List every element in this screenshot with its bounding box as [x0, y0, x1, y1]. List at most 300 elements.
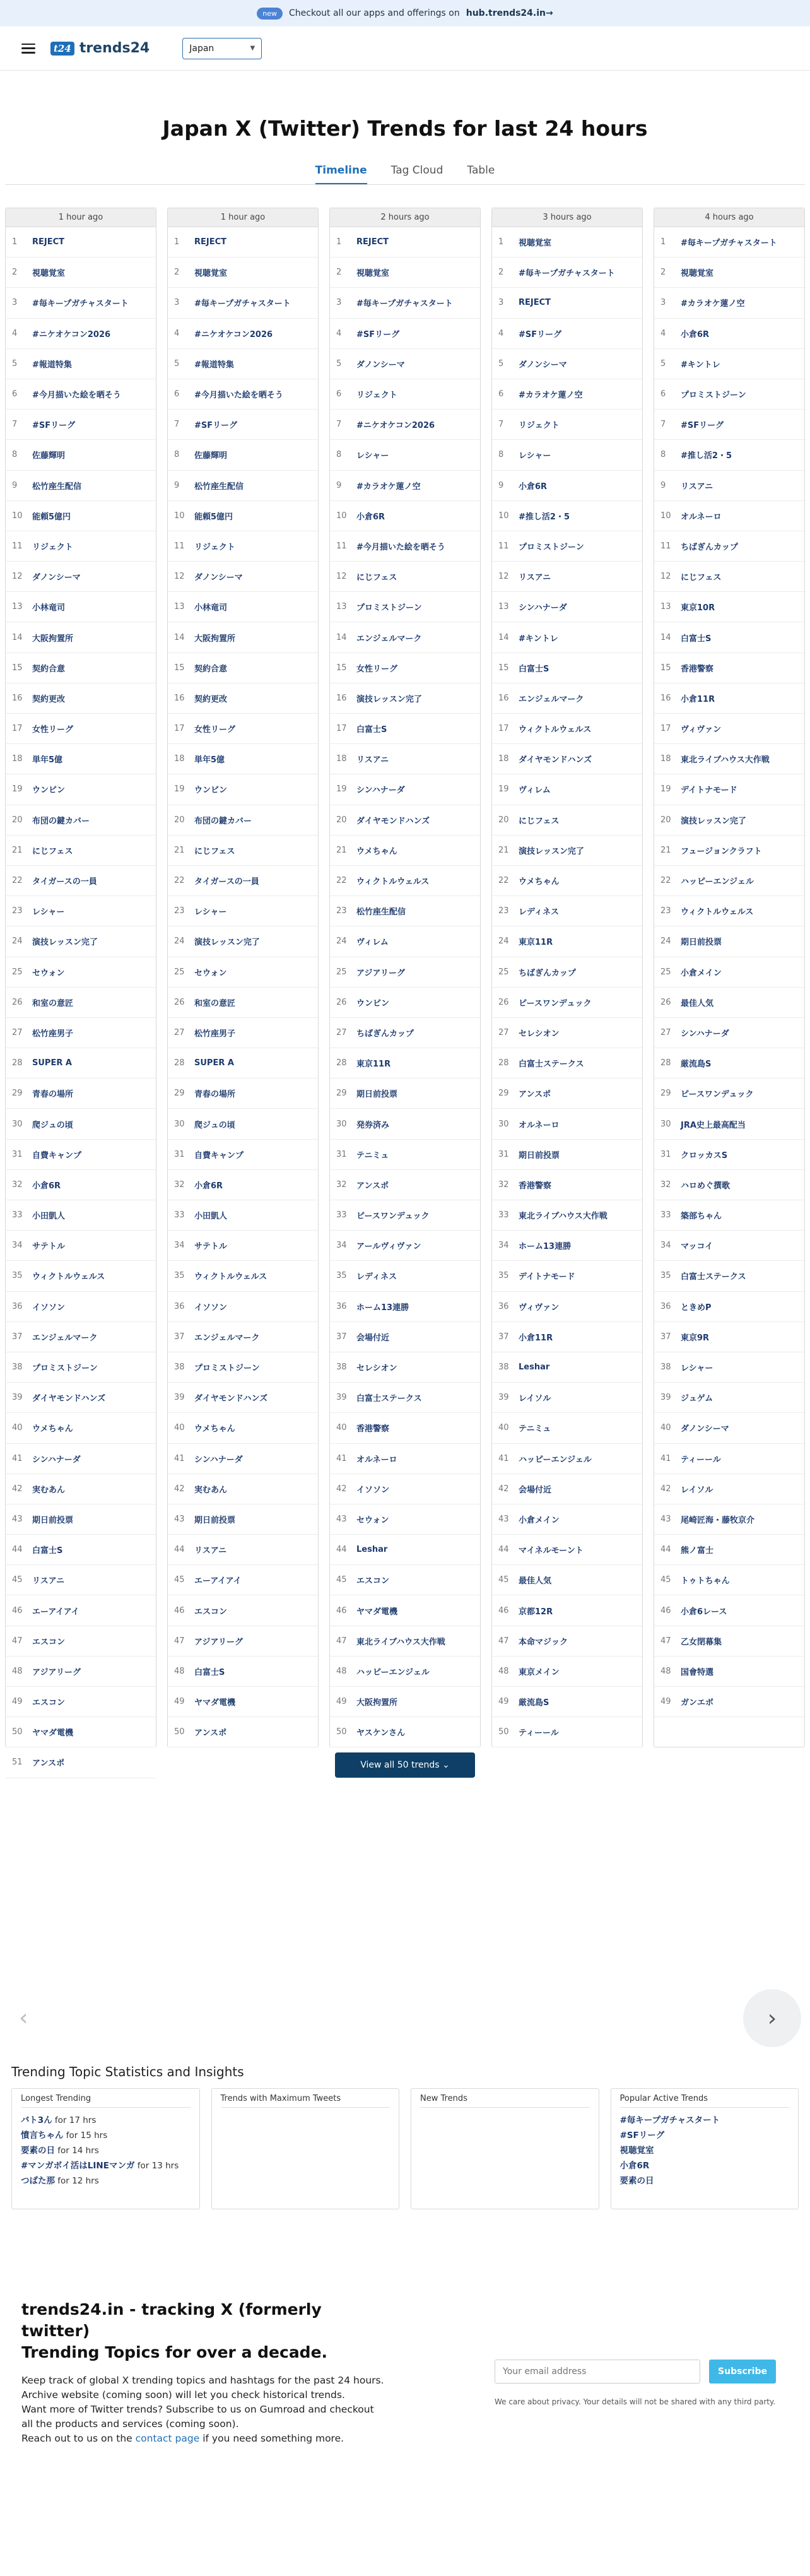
- trend-item[interactable]: [168, 592, 318, 622]
- trend-name[interactable]: 香港警察: [681, 664, 714, 674]
- trend-item[interactable]: [330, 288, 480, 318]
- trend-name[interactable]: 小倉11R: [519, 1333, 553, 1343]
- trend-name[interactable]: イソソン: [194, 1303, 228, 1313]
- trend-name[interactable]: 小倉メイン: [681, 968, 722, 978]
- trend-name[interactable]: トゥトちゃん: [681, 1576, 730, 1586]
- trend-item[interactable]: [492, 227, 642, 257]
- trend-name[interactable]: 女性リーグ: [32, 725, 74, 735]
- trend-item[interactable]: [6, 1626, 156, 1657]
- trend-name[interactable]: リスアニ: [681, 482, 713, 492]
- trend-item[interactable]: [168, 1261, 318, 1291]
- trend-name[interactable]: ダイヤモンドハンズ: [356, 816, 430, 826]
- trend-item[interactable]: [6, 714, 156, 744]
- trend-name[interactable]: レシャー: [194, 907, 227, 918]
- trend-name[interactable]: レシャー: [356, 451, 389, 461]
- trend-item[interactable]: [168, 1657, 318, 1687]
- trend-item[interactable]: [168, 1383, 318, 1413]
- trend-item[interactable]: [492, 714, 642, 744]
- trend-item[interactable]: [6, 1657, 156, 1687]
- trend-item[interactable]: [330, 1626, 480, 1657]
- trend-item[interactable]: [654, 1140, 804, 1170]
- trend-name[interactable]: ウィクトルウェルス: [356, 877, 430, 887]
- trend-item[interactable]: [654, 1657, 804, 1687]
- trend-name[interactable]: 小田凱人: [32, 1212, 66, 1222]
- trend-item[interactable]: [168, 1109, 318, 1139]
- trend-name[interactable]: 白富士ステークス: [519, 1060, 584, 1070]
- trend-name[interactable]: 視聴覚室: [356, 269, 390, 279]
- trend-name[interactable]: ハッピーエンジェル: [681, 877, 754, 887]
- trend-item[interactable]: [654, 957, 804, 988]
- trend-name[interactable]: 演技レッスン完了: [681, 816, 746, 826]
- trend-name[interactable]: サテトル: [32, 1242, 66, 1252]
- trend-name[interactable]: エスコン: [356, 1576, 390, 1586]
- trend-item[interactable]: [330, 257, 480, 288]
- trend-item[interactable]: [6, 683, 156, 714]
- trend-item[interactable]: [6, 1474, 156, 1504]
- trend-name[interactable]: 白富士S: [32, 1546, 63, 1556]
- trend-item[interactable]: [492, 1595, 642, 1626]
- trend-name[interactable]: プロミストジーン: [194, 1364, 260, 1374]
- trend-name[interactable]: ウィクトルウェルス: [519, 725, 592, 735]
- trend-name[interactable]: マイネルモーント: [519, 1546, 584, 1556]
- trend-name[interactable]: アールヴィヴァン: [356, 1242, 421, 1252]
- trend-name[interactable]: ウメちゃん: [356, 846, 397, 856]
- trend-item[interactable]: [330, 1535, 480, 1565]
- trend-name[interactable]: 白富士S: [519, 664, 549, 674]
- trend-name[interactable]: レイソル: [519, 1394, 551, 1404]
- trend-item[interactable]: [492, 653, 642, 683]
- trend-name[interactable]: アンスポ: [32, 1759, 65, 1769]
- trend-item[interactable]: [6, 288, 156, 318]
- trend-item[interactable]: [6, 1048, 156, 1078]
- trend-name[interactable]: シンハナーダ: [194, 1455, 243, 1465]
- trend-name[interactable]: 青春の場所: [32, 1090, 74, 1100]
- trend-item[interactable]: [330, 836, 480, 866]
- trend-item[interactable]: [330, 319, 480, 349]
- trend-name[interactable]: にじフェス: [194, 846, 235, 856]
- trend-name[interactable]: ヤマダ電機: [194, 1698, 236, 1708]
- trend-name[interactable]: リジェクト: [519, 421, 560, 431]
- trend-name[interactable]: 小倉6R: [619, 2161, 650, 2171]
- trend-name[interactable]: エンジェルマーク: [194, 1333, 260, 1343]
- trend-name[interactable]: ヴィヴァン: [519, 1303, 560, 1313]
- trend-name[interactable]: 視聴覚室: [32, 269, 66, 279]
- trend-name[interactable]: 小倉6R: [681, 329, 710, 340]
- trend-item[interactable]: [330, 349, 480, 379]
- trend-item[interactable]: [168, 349, 318, 379]
- trend-name[interactable]: 東北ライブハウス大作戦: [356, 1637, 445, 1647]
- trend-item[interactable]: [168, 501, 318, 531]
- trend-item[interactable]: [330, 957, 480, 988]
- prev-arrow-icon[interactable]: ‹: [19, 2005, 28, 2031]
- trend-item[interactable]: [330, 1657, 480, 1687]
- trend-name[interactable]: 京都12R: [519, 1607, 553, 1617]
- trend-item[interactable]: [168, 1048, 318, 1078]
- trend-item[interactable]: [6, 1595, 156, 1626]
- trend-name[interactable]: 本命マジック: [519, 1637, 568, 1647]
- trend-name[interactable]: バト3ん: [21, 2115, 52, 2125]
- trend-name[interactable]: セレシオン: [519, 1029, 560, 1039]
- trend-item[interactable]: [330, 379, 480, 410]
- trend-name[interactable]: ウンビン: [32, 786, 66, 796]
- trend-item[interactable]: [6, 501, 156, 531]
- trend-item[interactable]: [654, 410, 804, 440]
- trend-name[interactable]: 布団の鍵カバー: [194, 816, 252, 826]
- trend-name[interactable]: ヤマダ電機: [32, 1728, 74, 1739]
- trend-name[interactable]: 白富士S: [356, 725, 387, 735]
- trend-name[interactable]: #マンガボイ活はLINEマンガ: [21, 2161, 135, 2171]
- trend-name[interactable]: ウィクトルウェルス: [681, 907, 754, 918]
- trend-name[interactable]: 期日前投票: [32, 1515, 74, 1525]
- trend-name[interactable]: ジュゲム: [681, 1394, 713, 1404]
- trend-name[interactable]: エンジェルマーク: [519, 694, 584, 704]
- trend-name[interactable]: ウンビン: [356, 998, 390, 1008]
- trend-item[interactable]: [6, 896, 156, 926]
- trend-name[interactable]: 布団の鍵カバー: [32, 816, 90, 826]
- trend-name[interactable]: プロミストジーン: [356, 603, 422, 613]
- trend-name[interactable]: ピースワンデュック: [681, 1090, 754, 1100]
- trend-item[interactable]: [6, 957, 156, 988]
- trend-item[interactable]: [6, 1231, 156, 1261]
- trend-name[interactable]: #毎キープガチャスタート: [519, 269, 615, 279]
- trend-name[interactable]: セレシオン: [356, 1364, 397, 1374]
- trend-name[interactable]: 小倉6レース: [681, 1607, 727, 1617]
- trend-name[interactable]: 最佳人気: [519, 1576, 552, 1586]
- trend-item[interactable]: [492, 1322, 642, 1352]
- trend-name[interactable]: 女性リーグ: [194, 725, 236, 735]
- trend-name[interactable]: リスアニ: [194, 1546, 227, 1556]
- trend-name[interactable]: 東北ライブハウス大作戦: [681, 755, 770, 765]
- trend-item[interactable]: [330, 562, 480, 592]
- trend-item[interactable]: [330, 1717, 480, 1747]
- trend-item[interactable]: [330, 1383, 480, 1413]
- trend-name[interactable]: ウィクトルウェルス: [194, 1272, 267, 1282]
- trend-item[interactable]: [654, 1078, 804, 1109]
- trend-name[interactable]: 築部ちゃん: [681, 1212, 722, 1222]
- subscribe-button[interactable]: Subscribe: [709, 2360, 776, 2384]
- trend-item[interactable]: [6, 1170, 156, 1200]
- trend-item[interactable]: [330, 653, 480, 683]
- trend-item[interactable]: [330, 1261, 480, 1291]
- trend-item[interactable]: [168, 1595, 318, 1626]
- trend-item[interactable]: [168, 988, 318, 1018]
- trend-item[interactable]: [6, 1413, 156, 1443]
- trend-item[interactable]: [168, 714, 318, 744]
- trend-name[interactable]: アンスポ: [519, 1090, 551, 1100]
- trend-item[interactable]: [492, 1231, 642, 1261]
- trend-name[interactable]: 大阪拘置所: [356, 1698, 398, 1708]
- trend-item[interactable]: [168, 1200, 318, 1231]
- trend-name[interactable]: #毎キープガチャスタート: [681, 239, 777, 249]
- trend-name[interactable]: 小倉11R: [681, 694, 715, 704]
- trend-item[interactable]: [330, 714, 480, 744]
- trend-name[interactable]: ダノンシーマ: [32, 573, 81, 583]
- trend-item[interactable]: [654, 471, 804, 501]
- trend-item[interactable]: [654, 1048, 804, 1078]
- trend-item[interactable]: [492, 501, 642, 531]
- trend-item[interactable]: [330, 1565, 480, 1595]
- trend-name[interactable]: 香港警察: [519, 1181, 552, 1191]
- trend-item[interactable]: [330, 1413, 480, 1443]
- trend-name[interactable]: 小倉6R: [519, 482, 548, 492]
- trend-item[interactable]: [492, 1170, 642, 1200]
- trend-name[interactable]: 契約更改: [194, 694, 228, 704]
- trend-name[interactable]: 演技レッスン完了: [519, 846, 584, 856]
- trend-name[interactable]: 小倉メイン: [519, 1515, 560, 1525]
- trend-name[interactable]: 契約合意: [194, 664, 228, 674]
- trend-name[interactable]: イソソン: [32, 1303, 66, 1313]
- trend-name[interactable]: ヴィヴァン: [681, 725, 722, 735]
- tab-tag-cloud[interactable]: Tag Cloud: [390, 164, 443, 177]
- trend-name[interactable]: 単年5億: [194, 755, 225, 765]
- trend-name[interactable]: 厳流島S: [681, 1060, 712, 1070]
- trend-item[interactable]: [654, 1261, 804, 1291]
- trend-item[interactable]: [330, 744, 480, 774]
- trend-item[interactable]: [168, 1140, 318, 1170]
- trend-item[interactable]: [6, 531, 156, 562]
- trend-name[interactable]: ちばぎんカップ: [681, 542, 738, 552]
- trend-name[interactable]: プロミストジーン: [32, 1364, 98, 1374]
- trend-name[interactable]: デイトナモード: [681, 786, 737, 796]
- trend-item[interactable]: [492, 1078, 642, 1109]
- trend-item[interactable]: [6, 866, 156, 896]
- trend-item[interactable]: [6, 622, 156, 653]
- trend-name[interactable]: 松竹座男子: [194, 1029, 236, 1039]
- trend-name[interactable]: 熊ノ富士: [681, 1546, 714, 1556]
- trend-item[interactable]: [6, 440, 156, 470]
- trend-name[interactable]: #SFリーグ: [356, 329, 400, 340]
- trend-item[interactable]: [168, 1322, 318, 1352]
- trend-item[interactable]: [654, 501, 804, 531]
- trend-item[interactable]: [168, 744, 318, 774]
- trend-name[interactable]: オルネーロ: [356, 1455, 397, 1465]
- trend-item[interactable]: [492, 1140, 642, 1170]
- trend-name[interactable]: アジアリーグ: [356, 968, 405, 978]
- trend-name[interactable]: レシャー: [681, 1364, 713, 1374]
- trend-name[interactable]: セウォン: [356, 1515, 389, 1525]
- trend-name[interactable]: 実むあん: [32, 1485, 66, 1495]
- trend-item[interactable]: [168, 1504, 318, 1535]
- trend-name[interactable]: ダイヤモンドハンズ: [194, 1394, 268, 1404]
- trend-name[interactable]: にじフェス: [356, 573, 397, 583]
- trend-item[interactable]: [168, 653, 318, 683]
- trend-item[interactable]: [492, 1413, 642, 1443]
- trend-item[interactable]: [654, 988, 804, 1018]
- trend-name[interactable]: にじフェス: [32, 846, 73, 856]
- trend-name[interactable]: 小倉6R: [194, 1181, 223, 1191]
- trend-item[interactable]: [330, 410, 480, 440]
- trend-item[interactable]: [492, 319, 642, 349]
- trend-name[interactable]: 松竹座男子: [32, 1029, 74, 1039]
- trend-item[interactable]: [330, 1048, 480, 1078]
- trend-name[interactable]: 小田凱人: [194, 1212, 228, 1222]
- trend-item[interactable]: [6, 1352, 156, 1383]
- trend-item[interactable]: [330, 1170, 480, 1200]
- trend-name[interactable]: 大阪拘置所: [32, 634, 74, 644]
- trend-item[interactable]: [654, 1413, 804, 1443]
- trend-name[interactable]: 憤言ちゃん: [21, 2130, 64, 2141]
- trend-item[interactable]: [330, 1504, 480, 1535]
- trend-name[interactable]: アンスポ: [356, 1181, 389, 1191]
- trend-item[interactable]: [654, 1018, 804, 1048]
- trend-item[interactable]: [168, 896, 318, 926]
- trend-name[interactable]: ティーール: [681, 1455, 721, 1465]
- trend-item[interactable]: [330, 926, 480, 957]
- trend-name[interactable]: #キントレ: [681, 360, 720, 370]
- trend-name[interactable]: #推し活2・5: [519, 512, 570, 522]
- trend-name[interactable]: シンハナーダ: [356, 786, 405, 796]
- trend-item[interactable]: [492, 592, 642, 622]
- trend-name[interactable]: 香港警察: [356, 1424, 390, 1434]
- trend-item[interactable]: [492, 1261, 642, 1291]
- trend-name[interactable]: 爬ジュの頃: [194, 1120, 235, 1130]
- trend-name[interactable]: 厳流島S: [519, 1698, 549, 1708]
- trend-item[interactable]: [6, 1200, 156, 1231]
- trend-name[interactable]: #今月描いた絵を晒そう: [356, 542, 445, 552]
- trend-name[interactable]: クロッカスS: [681, 1150, 728, 1161]
- hamburger-menu-icon[interactable]: [21, 44, 35, 54]
- trend-item[interactable]: [6, 1261, 156, 1291]
- trend-name[interactable]: REJECT: [519, 298, 551, 308]
- trend-item[interactable]: [6, 1444, 156, 1474]
- trend-name[interactable]: アンスポ: [194, 1728, 227, 1739]
- trend-item[interactable]: [6, 592, 156, 622]
- trend-item[interactable]: [6, 1747, 156, 1778]
- trend-item[interactable]: [330, 1444, 480, 1474]
- trend-item[interactable]: [6, 988, 156, 1018]
- trend-name[interactable]: シンハナーダ: [681, 1029, 729, 1039]
- trend-name[interactable]: #キントレ: [519, 634, 558, 644]
- trend-item[interactable]: [492, 1200, 642, 1231]
- trend-name[interactable]: セウォン: [194, 968, 227, 978]
- trend-name[interactable]: 小倉6R: [32, 1181, 61, 1191]
- trend-item[interactable]: [6, 410, 156, 440]
- trend-name[interactable]: エンジェルマーク: [32, 1333, 98, 1343]
- trend-item[interactable]: [492, 1109, 642, 1139]
- trend-item[interactable]: [492, 1626, 642, 1657]
- trend-name[interactable]: リスアニ: [32, 1576, 65, 1586]
- trend-name[interactable]: ヴィレム: [519, 786, 551, 796]
- trend-name[interactable]: 期日前投票: [681, 938, 722, 948]
- trend-item[interactable]: [6, 805, 156, 836]
- trend-item[interactable]: [6, 774, 156, 805]
- trend-name[interactable]: 自費キャンプ: [194, 1150, 244, 1161]
- trend-item[interactable]: [654, 1292, 804, 1322]
- trend-item[interactable]: [168, 410, 318, 440]
- trend-name[interactable]: ダノンシーマ: [194, 573, 243, 583]
- trend-item[interactable]: [654, 227, 804, 257]
- trend-name[interactable]: #SFリーグ: [681, 421, 724, 431]
- trend-item[interactable]: [6, 1687, 156, 1717]
- trend-name[interactable]: リスアニ: [356, 755, 389, 765]
- trend-item[interactable]: [330, 683, 480, 714]
- trend-item[interactable]: [6, 379, 156, 410]
- trend-name[interactable]: 実むあん: [194, 1485, 228, 1495]
- trend-item[interactable]: [6, 1078, 156, 1109]
- trend-name[interactable]: #推し活2・5: [681, 451, 732, 461]
- trend-name[interactable]: レディネス: [519, 907, 559, 918]
- trend-item[interactable]: [6, 562, 156, 592]
- trend-item[interactable]: [654, 714, 804, 744]
- trend-name[interactable]: ハッピーエンジェル: [519, 1455, 592, 1465]
- trend-name[interactable]: ダイヤモンドハンズ: [32, 1394, 106, 1404]
- trend-item[interactable]: [330, 1474, 480, 1504]
- trend-item[interactable]: [492, 379, 642, 410]
- trend-name[interactable]: 視聴覚室: [519, 239, 552, 249]
- trend-name[interactable]: 佐藤輝明: [194, 451, 228, 461]
- trend-name[interactable]: ガンエボ: [681, 1698, 714, 1708]
- trend-item[interactable]: [6, 1140, 156, 1170]
- trend-item[interactable]: [330, 988, 480, 1018]
- trend-name[interactable]: 視聴覚室: [619, 2146, 654, 2156]
- trend-name[interactable]: にじフェス: [681, 573, 722, 583]
- trend-item[interactable]: [654, 1352, 804, 1383]
- trend-item[interactable]: [492, 1444, 642, 1474]
- trend-item[interactable]: [654, 349, 804, 379]
- trend-item[interactable]: [654, 805, 804, 836]
- trend-name[interactable]: #SFリーグ: [194, 421, 238, 431]
- trend-name[interactable]: ウメちゃん: [32, 1424, 73, 1434]
- trend-name[interactable]: 白富士ステークス: [356, 1394, 422, 1404]
- trend-item[interactable]: [168, 471, 318, 501]
- trend-item[interactable]: [492, 836, 642, 866]
- trend-name[interactable]: 最佳人気: [681, 998, 714, 1008]
- trend-item[interactable]: [6, 836, 156, 866]
- hub-link[interactable]: hub.trends24.in→: [466, 8, 553, 18]
- trend-item[interactable]: [168, 774, 318, 805]
- trend-name[interactable]: 松竹座生配信: [32, 482, 82, 492]
- trend-name[interactable]: JRA史上最高配当: [681, 1120, 746, 1130]
- trend-name[interactable]: 東京11R: [356, 1060, 391, 1070]
- tab-table[interactable]: Table: [467, 164, 495, 177]
- trend-item[interactable]: [492, 957, 642, 988]
- trend-item[interactable]: [654, 1687, 804, 1717]
- trend-name[interactable]: 小倉6R: [356, 512, 385, 522]
- trend-item[interactable]: [6, 1504, 156, 1535]
- trend-item[interactable]: [654, 896, 804, 926]
- trend-name[interactable]: イソソン: [356, 1485, 390, 1495]
- trend-name[interactable]: デイトナモード: [519, 1272, 575, 1282]
- trend-item[interactable]: [168, 926, 318, 957]
- trend-name[interactable]: エスコン: [32, 1698, 66, 1708]
- trend-item[interactable]: [168, 1717, 318, 1747]
- trend-item[interactable]: [654, 622, 804, 653]
- trend-item[interactable]: [6, 257, 156, 288]
- trend-name[interactable]: ダノンシーマ: [681, 1424, 729, 1434]
- trend-item[interactable]: [330, 1292, 480, 1322]
- trend-name[interactable]: REJECT: [194, 237, 227, 247]
- trend-name[interactable]: オルネーロ: [681, 512, 722, 522]
- trend-item[interactable]: [168, 1535, 318, 1565]
- trend-item[interactable]: [492, 1474, 642, 1504]
- trend-item[interactable]: [654, 562, 804, 592]
- trend-item[interactable]: [6, 926, 156, 957]
- trend-item[interactable]: [654, 1595, 804, 1626]
- trend-name[interactable]: 白富士S: [681, 634, 712, 644]
- trend-item[interactable]: [492, 866, 642, 896]
- trend-name[interactable]: #SFリーグ: [519, 329, 562, 340]
- trend-name[interactable]: #今月描いた絵を晒そう: [32, 391, 121, 401]
- trend-item[interactable]: [330, 896, 480, 926]
- trend-name[interactable]: シンハナーダ: [32, 1455, 81, 1465]
- trend-name[interactable]: リジェクト: [32, 542, 73, 552]
- trend-item[interactable]: [168, 288, 318, 318]
- trend-name[interactable]: 東京11R: [519, 938, 553, 948]
- trend-item[interactable]: [492, 805, 642, 836]
- trend-name[interactable]: 視聴覚室: [681, 269, 714, 279]
- trend-item[interactable]: [492, 683, 642, 714]
- trend-name[interactable]: フュージョンクラフト: [681, 846, 762, 856]
